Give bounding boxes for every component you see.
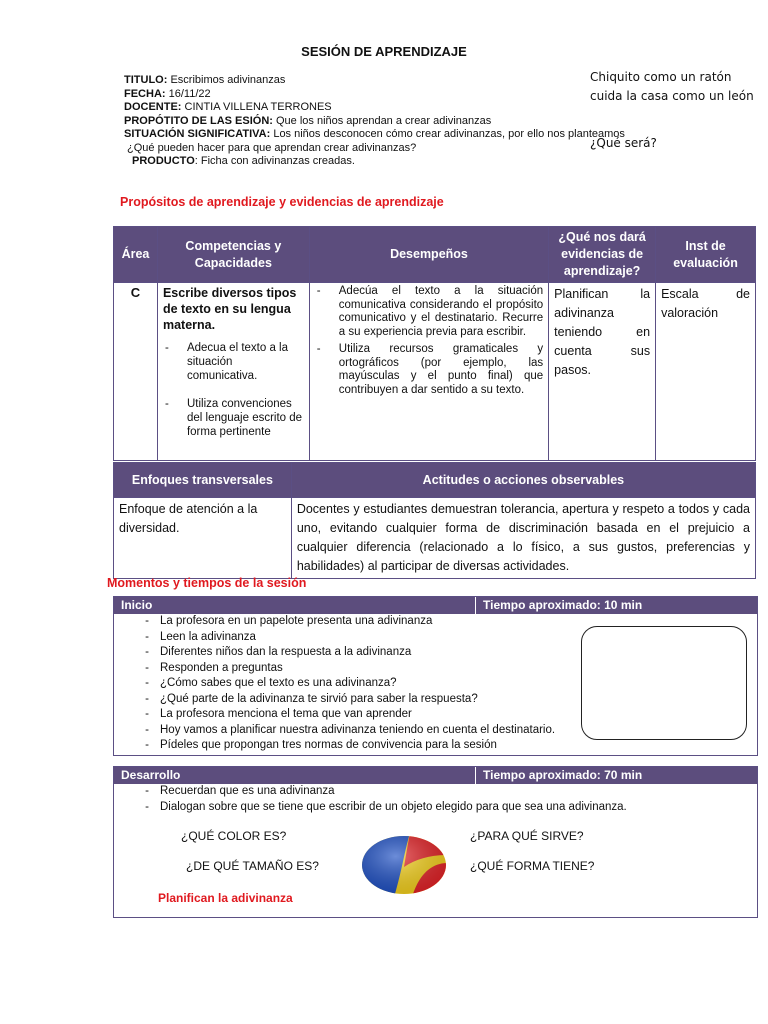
desempenos-cell <box>309 283 548 461</box>
enfoques-table-row <box>114 498 756 579</box>
desarrollo-section <box>113 766 758 918</box>
header-desempenos: Desempeños <box>309 227 548 283</box>
dash-icon: - <box>145 630 149 643</box>
enfoque-cell: Enfoque de atención a la diversidad. <box>114 498 292 579</box>
desarrollo-label: Desarrollo <box>114 767 476 784</box>
riddle-text: Chiquito como un ratón cuida la casa como un león <box>590 70 754 103</box>
inicio-item-text: Pídeles que propongan tres normas de convivencia para la sesión <box>160 739 497 751</box>
producto-label: PRODUCTO <box>132 155 195 167</box>
titulo-value: Escribimos adivinanzas <box>167 74 286 86</box>
fecha-value: 16/11/22 <box>165 87 211 100</box>
desempeno-item <box>315 343 543 397</box>
actitud-cell: Docentes y estudiantes demuestran tolerancia, apertura y respeto a todos y cada uno, evitando cualquier forma de discriminación basada en el prejuicio a cualquier diferencia (relacionado a lo físico, a sus gustos, preferencias y habilidades) al participar de diversas actividades. <box>291 498 755 579</box>
blank-rounded-box <box>581 626 747 740</box>
situacion-row <box>124 128 625 142</box>
header-evidencias: ¿Qué nos dará evidencias de aprendizaje? <box>549 227 656 283</box>
producto-row <box>124 155 625 169</box>
proposito-label: PROPÓTITO DE LAS ESIÓN: <box>124 114 273 127</box>
header-actitudes: Actitudes o acciones observables <box>291 463 755 498</box>
evidencia-cell: Planifican la adivinanza teniendo en cuenta sus pasos. <box>549 283 656 461</box>
inicio-item-text: Responden a preguntas <box>160 661 283 674</box>
inicio-item <box>134 738 757 754</box>
purposes-table-row <box>114 283 756 461</box>
desarrollo-bar <box>114 767 757 784</box>
page-title: SESIÓN DE APRENDIZAJE <box>301 44 467 59</box>
capacidad-text: Utiliza convenciones del lenguaje escrito de forma pertinente <box>186 398 303 438</box>
docente-value: CINTIA VILLENA TERRONES <box>181 101 332 113</box>
area-cell: C <box>114 283 158 461</box>
capacidad-item <box>163 397 304 439</box>
inicio-item-text: La profesora en un papelote presenta una adivinanza <box>160 615 433 627</box>
capacidad-text: Adecua el texto a la situación comunicativa. <box>186 342 288 382</box>
inicio-item-text: ¿Qué parte de la adivinanza te sirvió para saber la respuesta? <box>160 692 478 705</box>
dash-icon: - <box>145 739 149 751</box>
header-enfoques: Enfoques transversales <box>114 463 292 498</box>
question-uso: ¿PARA QUÉ SIRVE? <box>470 829 584 843</box>
question-forma: ¿QUÉ FORMA TIENE? <box>470 859 595 873</box>
dash-icon: - <box>145 646 149 658</box>
titulo-label: TITULO: <box>124 74 168 86</box>
inicio-item-text: Leen la adivinanza <box>160 630 256 643</box>
dash-icon: - <box>145 785 149 797</box>
enfoques-table <box>113 462 756 579</box>
desarrollo-item <box>134 784 757 800</box>
desempeno-text: Adecúa el texto a la situación comunicativa considerando el propósito comunicativo y el destinatario. Recurre a su experiencia previa para escribir. <box>338 285 544 338</box>
docente-row <box>124 101 625 115</box>
momentos-heading: Momentos y tiempos de la sesión <box>107 576 307 590</box>
purposes-table <box>113 226 756 461</box>
header-instrumento: Inst de evaluación <box>656 227 756 283</box>
desarrollo-item-text: Recuerdan que es una adivinanza <box>160 785 335 797</box>
inicio-time: Tiempo aproximado: 10 min <box>483 598 643 612</box>
desempeno-text: Utiliza recursos gramaticales y ortográficos (por ejemplo, las mayúsculas y el punto final) que contribuyen a dar sentido a su texto. <box>338 343 544 396</box>
desarrollo-time: Tiempo aproximado: 70 min <box>483 768 643 782</box>
producto-value: : Ficha con adivinanzas creadas. <box>194 155 355 167</box>
inicio-bar <box>114 597 757 614</box>
desarrollo-list <box>114 784 757 815</box>
fecha-label: FECHA: <box>124 87 166 100</box>
inicio-label: Inicio <box>114 597 476 614</box>
riddle-question: ¿Qué será? <box>590 136 657 150</box>
dash-icon: - <box>164 342 169 354</box>
dash-icon: - <box>145 677 149 689</box>
dash-icon: - <box>164 398 169 410</box>
desarrollo-item-text: Dialogan sobre que se tiene que escribir de un objeto elegido para que sea una adivinanza. <box>160 800 627 813</box>
inicio-item-text: Diferentes niños dan la respuesta a la adivinanza <box>160 646 412 658</box>
dash-icon: - <box>145 800 149 813</box>
inicio-section <box>113 596 758 756</box>
inicio-item-text: La profesora menciona el tema que van aprender <box>160 708 412 720</box>
dash-icon: - <box>145 708 149 720</box>
dash-icon: - <box>145 723 149 736</box>
situacion-value: Los niños desconocen cómo crear adivinanzas, por ello nos planteamos <box>270 128 625 140</box>
docente-label: DOCENTE: <box>124 101 182 113</box>
header-area: Área <box>114 227 158 283</box>
question-color: ¿QUÉ COLOR ES? <box>181 829 287 843</box>
fecha-row <box>124 88 625 102</box>
dash-icon: - <box>145 661 149 674</box>
purposes-heading: Propósitos de aprendizaje y evidencias de aprendizaje <box>120 195 444 209</box>
instrumento-cell: Escala de valoración <box>656 283 756 461</box>
capacidad-item <box>163 341 304 383</box>
header-competencias: Competencias y Capacidades <box>157 227 309 283</box>
question-tamano: ¿DE QUÉ TAMAÑO ES? <box>186 859 319 873</box>
dash-icon: - <box>316 343 321 355</box>
competencias-cell <box>157 283 309 461</box>
planifican-text: Planifican la adivinanza <box>158 891 293 905</box>
inicio-item-text: ¿Cómo sabes que el texto es una adivinanza? <box>160 677 397 689</box>
dash-icon: - <box>316 285 321 297</box>
session-info <box>124 74 625 169</box>
desarrollo-item <box>134 800 757 816</box>
dash-icon: - <box>145 615 149 627</box>
purposes-table-header <box>114 227 756 283</box>
dash-icon: - <box>145 692 149 705</box>
competencia-text: Escribe diversos tipos de texto en su lengua materna. <box>162 286 297 332</box>
enfoques-table-header <box>114 463 756 498</box>
situacion-label: SITUACIÓN SIGNIFICATIVA: <box>124 128 271 140</box>
inicio-item-text: Hoy vamos a planificar nuestra adivinanza teniendo en cuenta el destinatario. <box>160 723 556 736</box>
titulo-row <box>124 74 625 88</box>
proposito-row <box>124 115 625 129</box>
desempeno-item <box>315 285 543 339</box>
situacion-question: ¿Qué pueden hacer para que aprendan crear adivinanzas? <box>127 141 417 154</box>
tricolor-ball-icon <box>360 833 448 897</box>
proposito-value: Que los niños aprendan a crear adivinanzas <box>272 114 492 127</box>
